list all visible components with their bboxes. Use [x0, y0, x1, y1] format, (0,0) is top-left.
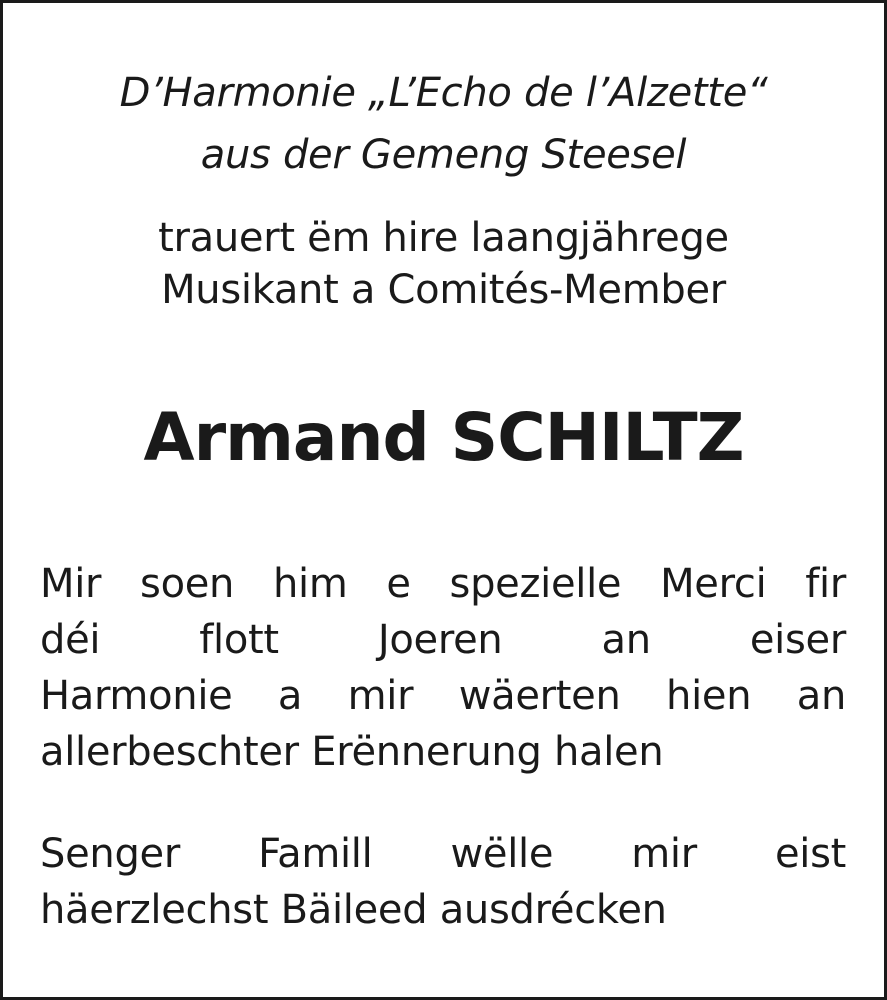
- deceased-name: Armand SCHILTZ: [143, 399, 744, 476]
- header-line-2: aus der Gemeng Steesel: [200, 132, 687, 178]
- subheader-line-2: Musikant a Comités-Member: [161, 267, 726, 313]
- thanks-paragraph: [40, 556, 846, 780]
- thanks-line-3: Harmonie a mir wäerten hien an: [40, 673, 846, 719]
- notice-subheader: [0, 212, 887, 316]
- condolence-line-1: Senger Famill wëlle mir eist: [40, 831, 846, 877]
- subheader-line-1: trauert ëm hire laangjährege: [158, 215, 729, 261]
- thanks-line-1: Mir soen him e spezielle Merci fir: [40, 561, 846, 607]
- thanks-line-4: allerbeschter Erënnerung halen: [40, 729, 664, 775]
- thanks-line-2: déi flott Joeren an eiser: [40, 617, 846, 663]
- condolence-paragraph: [40, 826, 846, 938]
- condolence-line-2: häerzlechst Bäileed ausdrécken: [40, 887, 667, 933]
- notice-header: [0, 62, 887, 186]
- header-line-1: D’Harmonie „L’Echo de l’Alzette“: [119, 70, 768, 116]
